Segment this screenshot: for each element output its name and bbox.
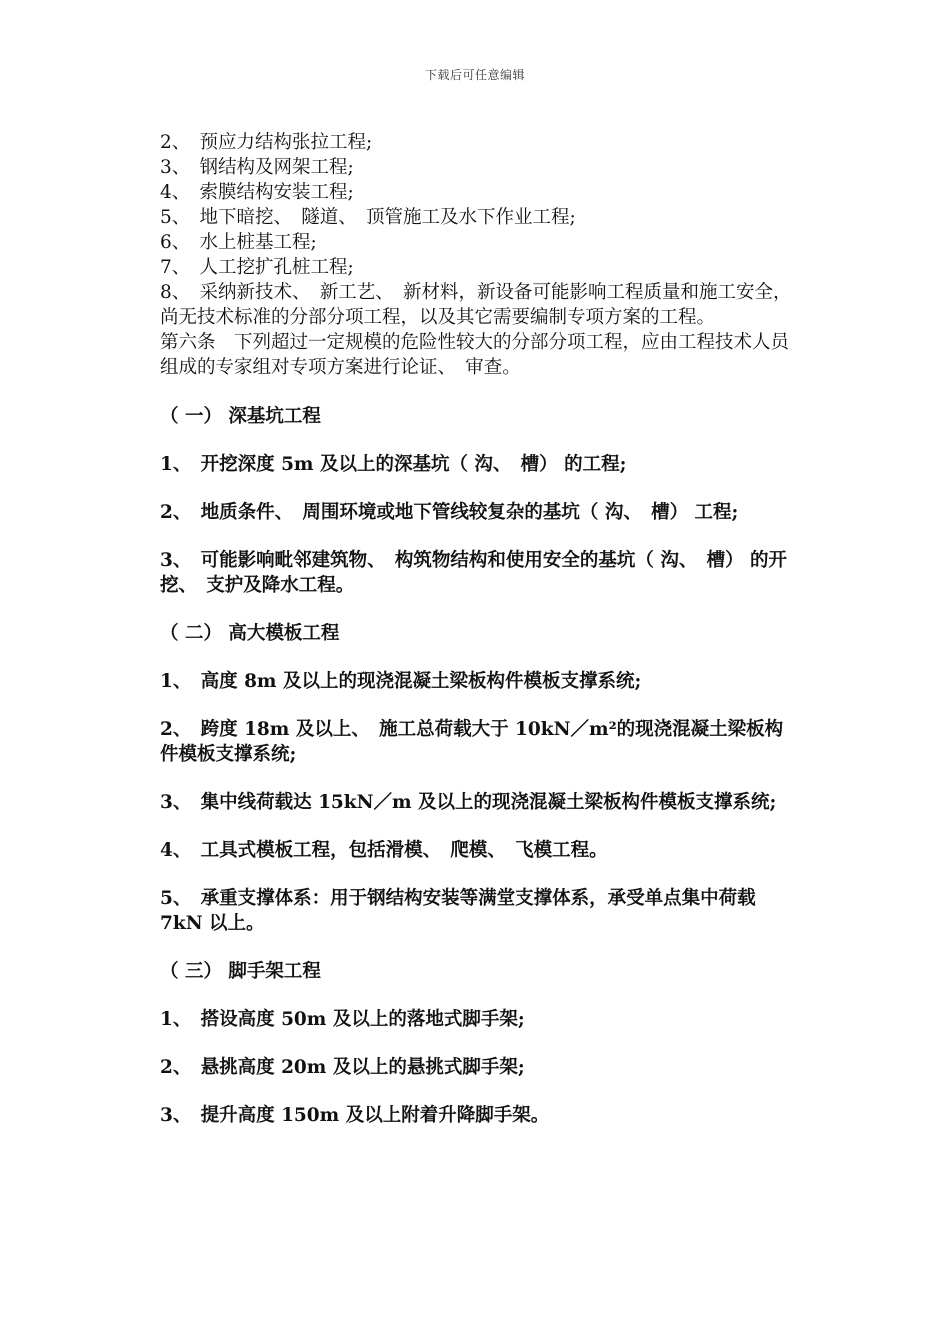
list-item: 2、 悬挑高度 20m 及以上的悬挑式脚手架; xyxy=(160,1057,525,1078)
section-heading-formwork: （ 二） 高大模板工程 xyxy=(160,623,340,644)
sections xyxy=(160,380,792,1128)
section-heading-scaffolding: （ 三） 脚手架工程 xyxy=(160,961,321,982)
list-item: 2、 地质条件、 周围环境或地下管线较复杂的基坑（ 沟、 槽） 工程; xyxy=(160,502,739,523)
list-item: 5、 地下暗挖、 隧道、 顶管施工及水下作业工程; xyxy=(160,207,576,228)
list-item: 2、 跨度 18m 及以上、 施工总荷载大于 10kN／m²的现浇混凝土梁板构件模板支撑系统; xyxy=(160,719,784,765)
list-item: 7、 人工挖扩孔桩工程; xyxy=(160,257,354,278)
intro-list xyxy=(160,130,792,380)
section-heading-deep-foundation: （ 一） 深基坑工程 xyxy=(160,406,321,427)
document-body xyxy=(160,130,792,1128)
list-item: 3、 可能影响毗邻建筑物、 构筑物结构和使用安全的基坑（ 沟、 槽） 的开挖、 支护及降水工程。 xyxy=(160,550,788,596)
article-six-paragraph: 第六条 下列超过一定规模的危险性较大的分部分项工程，应由工程技术人员组成的专家组对专项方案进行论证、 审查。 xyxy=(160,332,790,378)
list-item: 4、 索膜结构安装工程; xyxy=(160,182,354,203)
list-item: 5、 承重支撑体系：用于钢结构安装等满堂支撑体系，承受单点集中荷载 7kN 以上。 xyxy=(160,888,756,934)
list-item: 2、 预应力结构张拉工程; xyxy=(160,132,373,153)
list-item: 8、 采纳新技术、 新工艺、 新材料，新设备可能影响工程质量和施工安全，尚无技术标准的分部分项工程，以及其它需要编制专项方案的工程。 xyxy=(160,282,792,328)
list-item: 1、 高度 8m 及以上的现浇混凝土梁板构件模板支撑系统; xyxy=(160,671,642,692)
page-header: 下载后可任意编辑 xyxy=(424,68,525,82)
list-item: 4、 工具式模板工程，包括滑模、 爬模、 飞模工程。 xyxy=(160,840,608,861)
list-item: 3、 钢结构及网架工程; xyxy=(160,157,354,178)
list-item: 6、 水上桩基工程; xyxy=(160,232,317,253)
list-item: 3、 集中线荷载达 15kN／m 及以上的现浇混凝土梁板构件模板支撑系统; xyxy=(160,792,777,813)
list-item: 1、 搭设高度 50m 及以上的落地式脚手架; xyxy=(160,1009,525,1030)
list-item: 1、 开挖深度 5m 及以上的深基坑（ 沟、 槽） 的工程; xyxy=(160,454,627,475)
list-item: 3、 提升高度 150m 及以上附着升降脚手架。 xyxy=(160,1105,550,1126)
